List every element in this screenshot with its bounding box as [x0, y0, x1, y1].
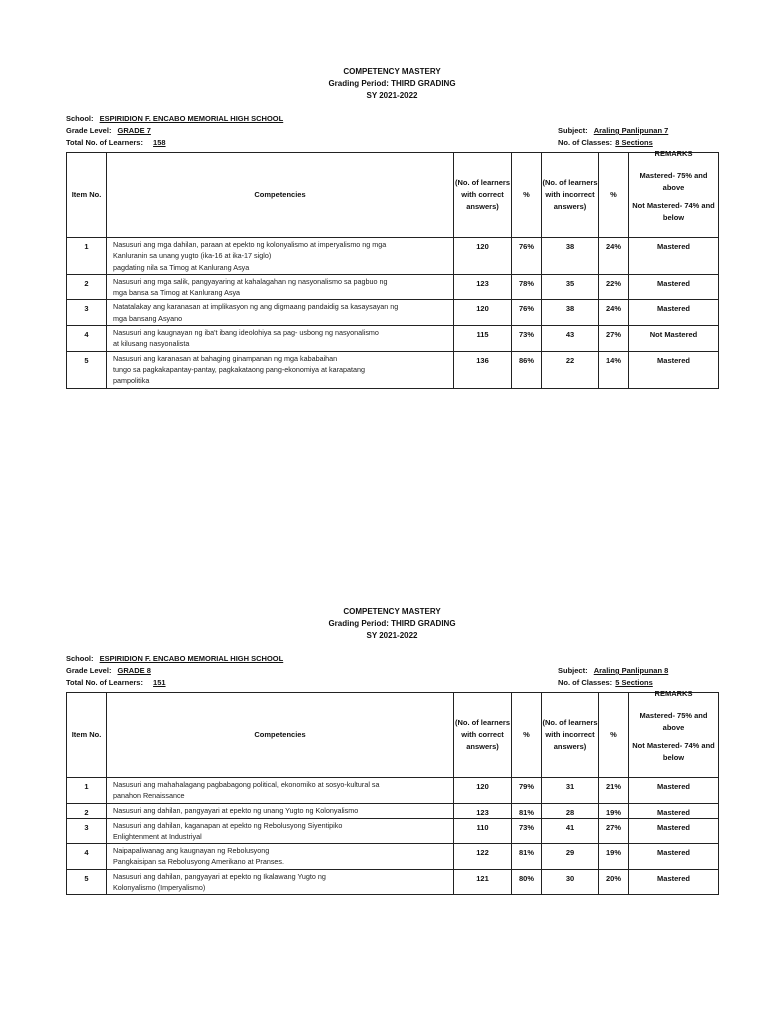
school-label: School: — [66, 114, 94, 123]
subject-label: Subject: — [558, 126, 588, 135]
table-row — [67, 351, 719, 388]
incorrect-percent: 22% — [599, 274, 629, 300]
incorrect-percent: 24% — [599, 238, 629, 275]
item-number: 4 — [67, 326, 107, 352]
item-number: 3 — [67, 300, 107, 326]
table-body — [67, 238, 719, 389]
incorrect-percent: 27% — [599, 818, 629, 844]
correct-percent: 76% — [512, 300, 542, 326]
competency-line: Naipapaliwanag ang kaugnayan ng Rebolusyong — [113, 846, 270, 856]
item-number: 4 — [67, 844, 107, 870]
remarks-value: Mastered — [629, 818, 719, 844]
competency-line: Pangkaisipan sa Rebolusyong Amerikano at Pranses. — [113, 857, 285, 867]
correct-count: 110 — [454, 818, 512, 844]
school-line — [66, 654, 283, 663]
competency-text — [107, 844, 454, 870]
incorrect-count: 31 — [542, 778, 599, 804]
subject-label: Subject: — [558, 666, 588, 675]
incorrect-percent: 21% — [599, 778, 629, 804]
table-row — [67, 300, 719, 326]
item-number: 3 — [67, 818, 107, 844]
incorrect-count: 43 — [542, 326, 599, 352]
correct-count: 123 — [454, 274, 512, 300]
correct-count: 120 — [454, 778, 512, 804]
pct2-header: % — [599, 153, 629, 238]
report-info — [66, 654, 718, 690]
classes-line — [558, 138, 653, 147]
classes-value: 5 Sections — [615, 678, 653, 687]
competency-text — [107, 274, 454, 300]
remarks-mastered: Mastered- 75% and above — [639, 711, 708, 732]
subject-value: Araling Panlipunan 8 — [593, 666, 669, 675]
competency-line: Nasusuri ang mga dahilan, paraan at epekto ng kolonyalismo at imperyalismo ng mga — [113, 240, 387, 249]
grading-period: Grading Period: THIRD GRADING — [328, 79, 456, 88]
item-number: 1 — [67, 238, 107, 275]
incorrect-count: 38 — [542, 300, 599, 326]
competency-line: Enlightenment at Industriyal — [113, 831, 202, 841]
learners-label: Total No. of Learners: — [66, 678, 143, 687]
incorrect-count: 38 — [542, 238, 599, 275]
competency-text — [107, 869, 454, 895]
competency-line: Natatalakay ang karanasan at implikasyon ng ang digmaang pandaidig sa kasaysayan ng — [113, 302, 399, 312]
classes-label: No. of Classes: — [558, 678, 613, 687]
competency-text — [107, 326, 454, 352]
incorrect-percent: 20% — [599, 869, 629, 895]
grading-period: Grading Period: THIRD GRADING — [328, 619, 456, 628]
learners-line — [66, 678, 166, 687]
competency-text — [107, 818, 454, 844]
item-number: 5 — [67, 351, 107, 388]
learners-value: 151 — [153, 678, 166, 687]
school-name: ESPIRIDION F. ENCABO MEMORIAL HIGH SCHOOL — [99, 654, 284, 663]
remarks-not-mastered: Not Mastered- 74% and below — [632, 741, 715, 762]
subject-line — [558, 126, 668, 135]
competency-line: Nasusuri ang mga salik, pangyayaring at kahalagahan ng nasyonalismo sa pagbuo ng — [113, 276, 388, 286]
competency-line: tungo sa pagkakapantay-pantay, pagkakataong pang-ekonomiya at karapatang — [113, 364, 366, 374]
competency-line: Nasusuri ang dahilan, pangyayari at epekto ng unang Yugto ng Kolonyalismo — [113, 805, 359, 815]
school-year: SY 2021-2022 — [366, 631, 418, 640]
competency-line: pagdating nila sa Timog at Kanlurang Asya — [113, 262, 250, 272]
correct-percent: 78% — [512, 274, 542, 300]
pct-header: % — [512, 693, 542, 778]
remarks-value: Not Mastered — [629, 326, 719, 352]
correct-count: 123 — [454, 803, 512, 818]
classes-value: 8 Sections — [615, 138, 653, 147]
remarks-value: Mastered — [629, 869, 719, 895]
competency-line: Nasusuri ang karanasan at bahaging ginampanan ng mga kababaihan — [113, 353, 338, 363]
learners-value: 158 — [153, 138, 166, 147]
grade-label: Grade Level: — [66, 666, 112, 675]
remarks-value: Mastered — [629, 351, 719, 388]
remarks-title: REMARKS — [654, 149, 693, 158]
remarks-value: Mastered — [629, 238, 719, 275]
pct2-header: % — [599, 693, 629, 778]
competency-text — [107, 300, 454, 326]
correct-header: (No. of learners with correct answers) — [454, 693, 512, 778]
table-row — [67, 238, 719, 275]
incorrect-header: (No. of learners with incorrect answers) — [542, 153, 599, 238]
school-name: ESPIRIDION F. ENCABO MEMORIAL HIGH SCHOOL — [99, 114, 284, 123]
competency-table — [66, 149, 719, 389]
school-year: SY 2021-2022 — [366, 91, 418, 100]
grade-line — [66, 126, 151, 135]
correct-percent: 81% — [512, 844, 542, 870]
grade-line — [66, 666, 151, 675]
grade-value: GRADE 7 — [117, 126, 151, 135]
remarks-header — [629, 149, 719, 238]
remarks-mastered: Mastered- 75% and above — [639, 171, 708, 192]
correct-percent: 79% — [512, 778, 542, 804]
incorrect-percent: 19% — [599, 803, 629, 818]
grade-value: GRADE 8 — [117, 666, 151, 675]
item-header: Item No. — [67, 693, 107, 778]
learners-label: Total No. of Learners: — [66, 138, 143, 147]
grade-label: Grade Level: — [66, 126, 112, 135]
correct-percent: 73% — [512, 818, 542, 844]
remarks-not-mastered: Not Mastered- 74% and below — [632, 201, 715, 222]
table-header-row — [67, 153, 719, 238]
report-header — [66, 66, 718, 102]
correct-count: 122 — [454, 844, 512, 870]
competency-line: Nasusuri ang mahahalagang pagbabagong political, ekonomiko at sosyo-kultural sa — [113, 780, 380, 789]
competency-line: Nasusuri ang kaugnayan ng iba't ibang ideolohiya sa pag- usbong ng nasyonalismo — [113, 328, 379, 338]
competency-line: Nasusuri ang dahilan, pangyayari at epekto ng Ikalawang Yugto ng — [113, 871, 326, 881]
table-row — [67, 778, 719, 804]
incorrect-count: 22 — [542, 351, 599, 388]
competency-text — [107, 238, 454, 275]
pct-header: % — [512, 153, 542, 238]
remarks-value: Mastered — [629, 300, 719, 326]
competency-report — [66, 606, 718, 895]
remarks-value: Mastered — [629, 844, 719, 870]
table-row — [67, 274, 719, 300]
competency-line: Kanluranin sa unang yugto (ika-16 at ika-17 siglo) — [113, 251, 272, 261]
competency-line: Nasusuri ang dahilan, kaganapan at epekto ng Rebolusyong Siyentipiko — [113, 820, 343, 830]
incorrect-count: 41 — [542, 818, 599, 844]
correct-percent: 76% — [512, 238, 542, 275]
table-row — [67, 326, 719, 352]
subject-line — [558, 666, 668, 675]
classes-line — [558, 678, 653, 687]
item-number: 5 — [67, 869, 107, 895]
learners-line — [66, 138, 166, 147]
incorrect-count: 35 — [542, 274, 599, 300]
incorrect-count: 29 — [542, 844, 599, 870]
competencies-header: Competencies — [107, 153, 454, 238]
incorrect-percent: 14% — [599, 351, 629, 388]
incorrect-percent: 24% — [599, 300, 629, 326]
correct-count: 120 — [454, 300, 512, 326]
incorrect-header: (No. of learners with incorrect answers) — [542, 693, 599, 778]
remarks-value: Mastered — [629, 778, 719, 804]
report-header — [66, 606, 718, 642]
item-number: 1 — [67, 778, 107, 804]
remarks-title: REMARKS — [654, 689, 693, 698]
competency-line: Kolonyalismo (Imperyalismo) — [113, 883, 206, 893]
correct-percent: 80% — [512, 869, 542, 895]
competency-line: panahon Renaissance — [113, 791, 185, 801]
remarks-header — [629, 689, 719, 778]
correct-header: (No. of learners with correct answers) — [454, 153, 512, 238]
item-number: 2 — [67, 274, 107, 300]
table-header-row — [67, 693, 719, 778]
incorrect-percent: 19% — [599, 844, 629, 870]
table-row — [67, 844, 719, 870]
report-title: COMPETENCY MASTERY — [343, 607, 441, 616]
competency-text — [107, 778, 454, 804]
competency-line: at kilusang nasyonalista — [113, 339, 190, 349]
school-label: School: — [66, 654, 94, 663]
correct-count: 121 — [454, 869, 512, 895]
correct-count: 120 — [454, 238, 512, 275]
remarks-value: Mastered — [629, 274, 719, 300]
school-line — [66, 114, 283, 123]
classes-label: No. of Classes: — [558, 138, 613, 147]
correct-count: 115 — [454, 326, 512, 352]
correct-percent: 86% — [512, 351, 542, 388]
correct-percent: 81% — [512, 803, 542, 818]
remarks-value: Mastered — [629, 803, 719, 818]
incorrect-count: 30 — [542, 869, 599, 895]
competency-report — [66, 66, 718, 389]
incorrect-percent: 27% — [599, 326, 629, 352]
competency-text — [107, 803, 454, 818]
item-header: Item No. — [67, 153, 107, 238]
table-row — [67, 818, 719, 844]
incorrect-count: 28 — [542, 803, 599, 818]
competencies-header: Competencies — [107, 693, 454, 778]
report-info — [66, 114, 718, 150]
table-body — [67, 778, 719, 895]
competency-line: pampolitika — [113, 376, 150, 386]
report-title: COMPETENCY MASTERY — [343, 67, 441, 76]
competency-line: mga bansang Asyano — [113, 313, 183, 323]
table-row — [67, 803, 719, 818]
competency-text — [107, 351, 454, 388]
subject-value: Araling Panlipunan 7 — [593, 126, 669, 135]
item-number: 2 — [67, 803, 107, 818]
competency-table — [66, 689, 719, 895]
competency-line: mga bansa sa Timog at Kanlurang Asya — [113, 288, 241, 298]
correct-percent: 73% — [512, 326, 542, 352]
table-row — [67, 869, 719, 895]
correct-count: 136 — [454, 351, 512, 388]
